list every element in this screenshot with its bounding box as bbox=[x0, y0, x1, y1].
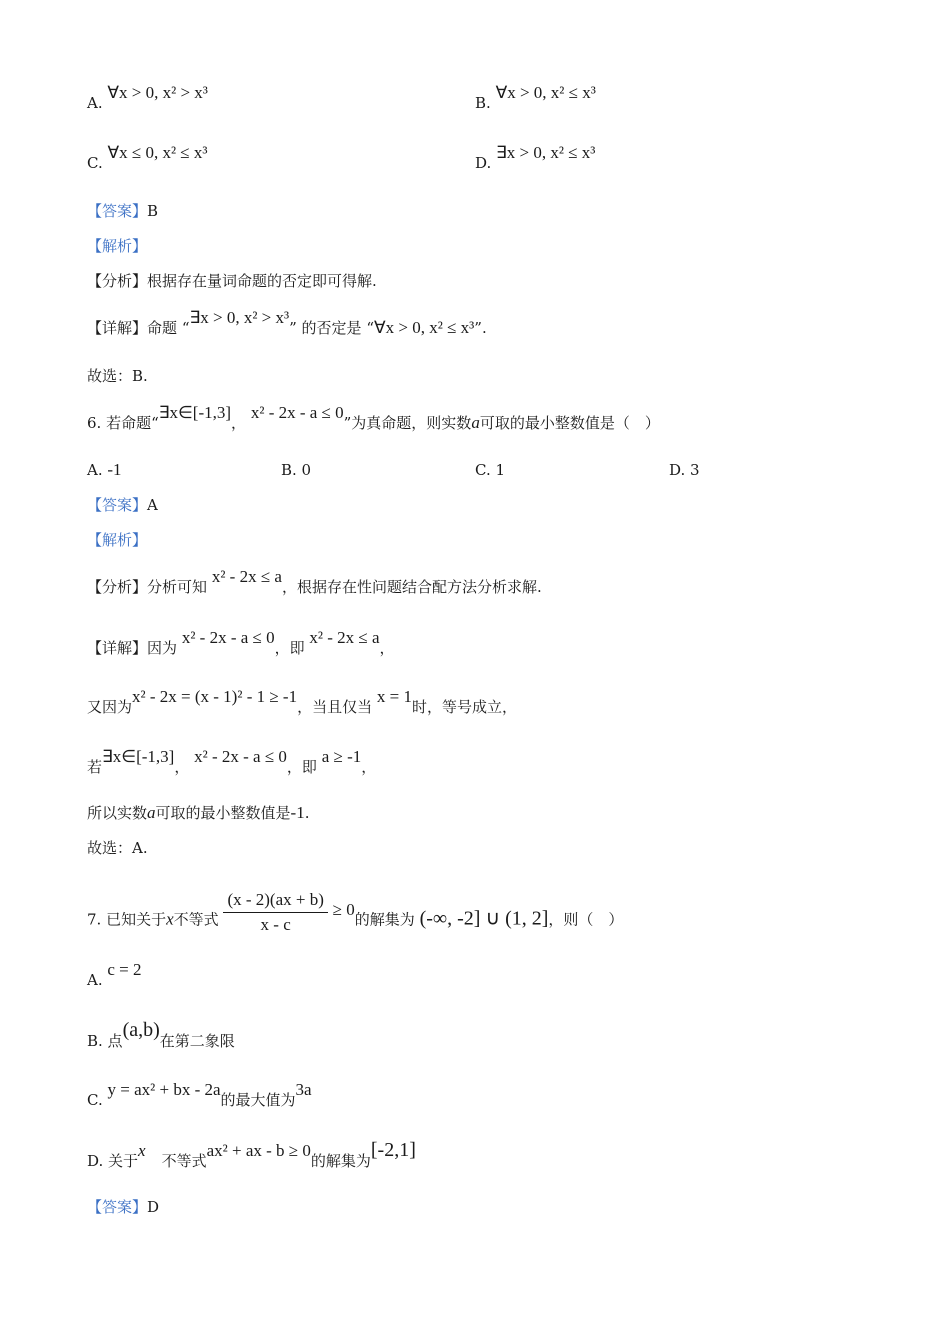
q5-analysis-tag: 【解析】 bbox=[87, 237, 148, 255]
q7-option-a-math: c = 2 bbox=[107, 960, 142, 979]
q6-detail-math-1: x² - 2x - a ≤ 0 bbox=[181, 628, 275, 647]
q7-option-c: C. y = ax² + bx - 2a的最大值为3a bbox=[87, 1080, 312, 1109]
q7-answer: 【答案】D bbox=[87, 1198, 160, 1216]
q5-answer: 【答案】B bbox=[87, 202, 159, 220]
q5-fenxi: 【分析】根据存在量词命题的否定即可得解. bbox=[87, 272, 377, 290]
q7-option-b: B. 点(a,b)在第二象限 bbox=[87, 1019, 235, 1050]
q7-stem: 7. 已知关于x不等式 $\frac{(x - 2)(ax + b)}{x - c}$ ≥ 0的解集为 (-∞, -2] ∪ (1, 2]，则（ ） bbox=[87, 890, 624, 934]
q6-line3-math-3: a ≥ -1 bbox=[321, 747, 362, 766]
q5-option-d: D. ∃x > 0, x² ≤ x³ bbox=[475, 143, 596, 172]
q5-option-b: B. ∀x > 0, x² ≤ x³ bbox=[475, 83, 596, 112]
q5-option-c-math: ∀x ≤ 0, x² ≤ x³ bbox=[107, 143, 208, 162]
q6-line2-math-2: x = 1 bbox=[376, 687, 412, 706]
q7-option-c-math: y = ax² + bx - 2a bbox=[107, 1080, 221, 1099]
q6-fenxi: 【分析】分析可知 x² - 2x ≤ a，根据存在性问题结合配方法分析求解. bbox=[87, 567, 542, 596]
q6-detail-math-2: x² - 2x ≤ a bbox=[309, 628, 380, 647]
q5-option-c: C. ∀x ≤ 0, x² ≤ x³ bbox=[87, 143, 208, 172]
q5-option-a-math: ∀x > 0, x² > x³ bbox=[107, 83, 208, 102]
q6-line2-math-1: x² - 2x = (x - 1)² - 1 ≥ -1 bbox=[132, 687, 298, 706]
q6-line-2: 又因为x² - 2x = (x - 1)² - 1 ≥ -1，当且仅当 x = 1时，等号成立， bbox=[87, 687, 517, 716]
q6-option-d: D. 3 bbox=[669, 461, 700, 479]
q6-stem: 6. 若命题“∃x∈[-1,3]， x² - 2x - a ≤ 0”为真命题，则实数a可取的最小整数值是（ ） bbox=[87, 403, 660, 432]
q5-choose: 故选：B. bbox=[87, 367, 148, 385]
q6-line3-math-2: x² - 2x - a ≤ 0 bbox=[194, 747, 287, 766]
q6-analysis-tag: 【解析】 bbox=[87, 531, 148, 549]
q6-fenxi-math: x² - 2x ≤ a bbox=[211, 567, 282, 586]
q7-option-b-math: (a,b) bbox=[122, 1019, 160, 1041]
q6-option-b: B. 0 bbox=[281, 461, 312, 479]
q6-option-a: A. -1 bbox=[87, 460, 122, 479]
q7-option-d-math: ax² + ax - b ≥ 0 bbox=[206, 1141, 311, 1160]
q6-answer: 【答案】A bbox=[87, 496, 158, 514]
q7-option-c-math-2: 3a bbox=[295, 1080, 312, 1099]
q5-detail-math-1: ∃x > 0, x² > x³ bbox=[189, 308, 290, 327]
q6-detail: 【详解】因为 x² - 2x - a ≤ 0，即 x² - 2x ≤ a， bbox=[87, 628, 395, 657]
answer-tag: 【答案】 bbox=[87, 202, 148, 220]
q6-line3-math-1: ∃x∈[-1,3] bbox=[102, 747, 175, 766]
q7-option-d-set: [-2,1] bbox=[370, 1139, 416, 1161]
q5-option-a: A. ∀x > 0, x² > x³ bbox=[87, 83, 208, 112]
q7-fraction-relation: ≥ 0 bbox=[332, 899, 355, 919]
q6-stem-math-2: x² - 2x - a ≤ 0 bbox=[250, 403, 344, 422]
q7-fraction-denominator: x - c bbox=[260, 915, 291, 934]
q7-option-d: D. 关于x不等式ax² + ax - b ≥ 0的解集为[-2,1] bbox=[87, 1139, 416, 1170]
q5-detail: 【详解】命题 “∃x > 0, x² > x³” 的否定是 “∀x > 0, x² ≤ x³”. bbox=[87, 308, 487, 337]
q7-fraction bbox=[223, 890, 327, 935]
q7-solution-set: (-∞, -2] ∪ (1, 2] bbox=[419, 907, 549, 930]
q7-fraction-numerator: (x - 2)(ax + b) bbox=[223, 890, 327, 913]
q6-line-3: 若∃x∈[-1,3]， x² - 2x - a ≤ 0，即 a ≥ -1， bbox=[87, 747, 377, 776]
q5-option-d-math: ∃x > 0, x² ≤ x³ bbox=[496, 143, 596, 162]
q5-option-b-math: ∀x > 0, x² ≤ x³ bbox=[495, 83, 596, 102]
q6-option-c: C. 1 bbox=[475, 461, 506, 479]
q6-choose: 故选：A. bbox=[87, 839, 148, 857]
q5-detail-math-2: ∀x > 0, x² ≤ x³ bbox=[374, 318, 475, 337]
q6-stem-math-1: ∃x∈[-1,3] bbox=[158, 403, 232, 422]
q6-line-4: 所以实数a可取的最小整数值是-1. bbox=[87, 803, 310, 822]
q7-option-a: A. c = 2 bbox=[87, 960, 142, 989]
